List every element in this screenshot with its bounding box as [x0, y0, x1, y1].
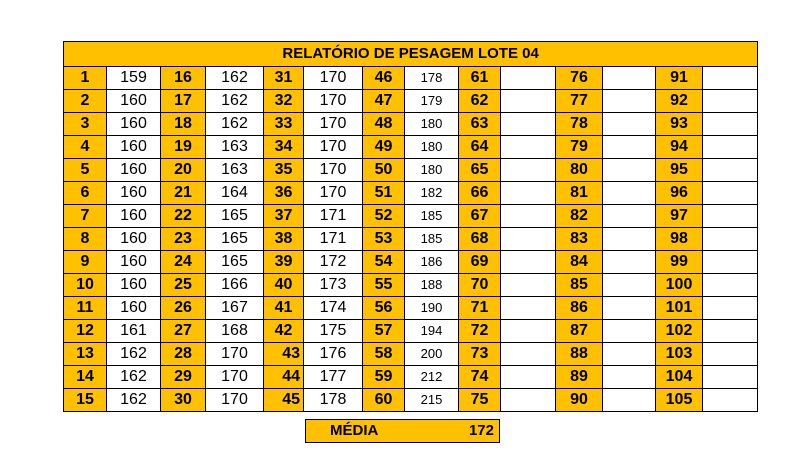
lot-number-cell: 16: [161, 67, 206, 90]
weight-cell: [603, 251, 656, 274]
weight-cell: [703, 366, 758, 389]
lot-number-cell: 92: [656, 90, 703, 113]
weight-cell: 212: [405, 366, 459, 389]
table-row: [64, 136, 758, 159]
lot-number-cell: 99: [656, 251, 703, 274]
weight-cell: 166: [206, 274, 264, 297]
weight-cell: 215: [405, 389, 459, 412]
lot-number-cell: 100: [656, 274, 703, 297]
weight-cell: 200: [405, 343, 459, 366]
weight-cell: [603, 343, 656, 366]
weight-cell: 165: [206, 251, 264, 274]
lot-number-cell: 13: [64, 343, 107, 366]
weight-cell: [603, 159, 656, 182]
lot-number-cell: 69: [459, 251, 501, 274]
lot-number-cell: 96: [656, 182, 703, 205]
lot-number-cell: 59: [363, 366, 405, 389]
lot-number-cell: 57: [363, 320, 405, 343]
weight-cell: 182: [405, 182, 459, 205]
lot-number-cell: 33: [264, 113, 304, 136]
weight-cell: 194: [405, 320, 459, 343]
weight-cell: 160: [107, 228, 161, 251]
weight-cell: 175: [304, 320, 363, 343]
lot-number-cell: 88: [556, 343, 603, 366]
weight-cell: 162: [107, 389, 161, 412]
weight-cell: 180: [405, 136, 459, 159]
weight-cell: 170: [206, 343, 264, 366]
weight-cell: [703, 136, 758, 159]
weight-cell: 180: [405, 113, 459, 136]
weight-cell: [603, 67, 656, 90]
weight-cell: 162: [107, 366, 161, 389]
weight-cell: 165: [206, 228, 264, 251]
weight-cell: [603, 136, 656, 159]
average-box: [305, 419, 500, 443]
report-title: RELATÓRIO DE PESAGEM LOTE 04: [64, 42, 758, 67]
lot-number-cell: 83: [556, 228, 603, 251]
weight-cell: 176: [304, 343, 363, 366]
lot-number-cell: 58: [363, 343, 405, 366]
lot-number-cell: 47: [363, 90, 405, 113]
weight-cell: [501, 320, 556, 343]
weight-cell: [501, 274, 556, 297]
lot-number-cell: 18: [161, 113, 206, 136]
weight-cell: [501, 90, 556, 113]
weight-cell: [703, 113, 758, 136]
lot-number-cell: 67: [459, 205, 501, 228]
table-row: [64, 297, 758, 320]
lot-number-cell: 36: [264, 182, 304, 205]
lot-number-cell: 86: [556, 297, 603, 320]
lot-number-cell: 84: [556, 251, 603, 274]
weight-cell: 160: [107, 136, 161, 159]
lot-number-cell: 21: [161, 182, 206, 205]
lot-number-cell: 74: [459, 366, 501, 389]
weight-cell: 170: [304, 67, 363, 90]
weight-cell: 161: [107, 320, 161, 343]
lot-number-cell: 79: [556, 136, 603, 159]
weight-cell: 165: [206, 205, 264, 228]
weight-cell: [603, 182, 656, 205]
table-row: [64, 251, 758, 274]
lot-number-cell: 85: [556, 274, 603, 297]
lot-number-cell: 15: [64, 389, 107, 412]
lot-number-cell: 42: [264, 320, 304, 343]
lot-number-cell: 9: [64, 251, 107, 274]
weight-cell: 160: [107, 205, 161, 228]
weight-cell: [603, 205, 656, 228]
lot-number-cell: 30: [161, 389, 206, 412]
weight-cell: 162: [206, 90, 264, 113]
lot-number-cell: 35: [264, 159, 304, 182]
weight-cell: 171: [304, 228, 363, 251]
lot-number-cell: 66: [459, 182, 501, 205]
lot-number-cell: 101: [656, 297, 703, 320]
lot-number-cell: 17: [161, 90, 206, 113]
weight-cell: [703, 205, 758, 228]
lot-number-cell: 44: [264, 366, 304, 389]
lot-number-cell: 55: [363, 274, 405, 297]
lot-number-cell: 104: [656, 366, 703, 389]
weight-cell: 171: [304, 205, 363, 228]
weight-cell: [603, 366, 656, 389]
weight-cell: 188: [405, 274, 459, 297]
weight-cell: [703, 274, 758, 297]
lot-number-cell: 81: [556, 182, 603, 205]
weight-cell: 160: [107, 113, 161, 136]
lot-number-cell: 2: [64, 90, 107, 113]
lot-number-cell: 76: [556, 67, 603, 90]
weight-cell: 163: [206, 159, 264, 182]
weight-cell: [603, 274, 656, 297]
lot-number-cell: 93: [656, 113, 703, 136]
weight-cell: 177: [304, 366, 363, 389]
weight-cell: 170: [304, 113, 363, 136]
weight-cell: 173: [304, 274, 363, 297]
lot-number-cell: 48: [363, 113, 405, 136]
lot-number-cell: 51: [363, 182, 405, 205]
lot-number-cell: 39: [264, 251, 304, 274]
weight-cell: 160: [107, 274, 161, 297]
weight-cell: [603, 113, 656, 136]
weight-cell: 160: [107, 182, 161, 205]
table-row: [64, 159, 758, 182]
weight-cell: 162: [107, 343, 161, 366]
weight-cell: [703, 343, 758, 366]
lot-number-cell: 23: [161, 228, 206, 251]
weight-cell: 159: [107, 67, 161, 90]
lot-number-cell: 77: [556, 90, 603, 113]
average-label: MÉDIA: [330, 422, 379, 439]
weight-cell: [603, 228, 656, 251]
lot-number-cell: 73: [459, 343, 501, 366]
weight-cell: 164: [206, 182, 264, 205]
lot-number-cell: 105: [656, 389, 703, 412]
table-row: [64, 228, 758, 251]
weight-cell: 162: [206, 113, 264, 136]
lot-number-cell: 3: [64, 113, 107, 136]
table-row: [64, 320, 758, 343]
lot-number-cell: 72: [459, 320, 501, 343]
weight-cell: 190: [405, 297, 459, 320]
lot-number-cell: 12: [64, 320, 107, 343]
weight-cell: [501, 67, 556, 90]
table-row: [64, 389, 758, 412]
lot-number-cell: 32: [264, 90, 304, 113]
lot-number-cell: 45: [264, 389, 304, 412]
weight-cell: 172: [304, 251, 363, 274]
lot-number-cell: 46: [363, 67, 405, 90]
lot-number-cell: 29: [161, 366, 206, 389]
lot-number-cell: 20: [161, 159, 206, 182]
lot-number-cell: 60: [363, 389, 405, 412]
weight-cell: 160: [107, 159, 161, 182]
weight-cell: 186: [405, 251, 459, 274]
weight-cell: [501, 159, 556, 182]
lot-number-cell: 40: [264, 274, 304, 297]
lot-number-cell: 90: [556, 389, 603, 412]
weight-cell: 170: [206, 366, 264, 389]
table-row: [64, 113, 758, 136]
lot-number-cell: 89: [556, 366, 603, 389]
lot-number-cell: 64: [459, 136, 501, 159]
weight-cell: 178: [304, 389, 363, 412]
weight-cell: 167: [206, 297, 264, 320]
lot-number-cell: 70: [459, 274, 501, 297]
weight-cell: [603, 320, 656, 343]
weight-cell: [703, 297, 758, 320]
lot-number-cell: 22: [161, 205, 206, 228]
weight-cell: [703, 389, 758, 412]
lot-number-cell: 53: [363, 228, 405, 251]
average-value: 172: [468, 422, 494, 439]
weight-cell: [501, 182, 556, 205]
weight-cell: [603, 90, 656, 113]
table-row: [64, 205, 758, 228]
lot-number-cell: 98: [656, 228, 703, 251]
weight-cell: [703, 67, 758, 90]
lot-number-cell: 68: [459, 228, 501, 251]
lot-number-cell: 6: [64, 182, 107, 205]
lot-number-cell: 1: [64, 67, 107, 90]
lot-number-cell: 27: [161, 320, 206, 343]
weight-cell: [501, 366, 556, 389]
weight-cell: [703, 159, 758, 182]
weight-cell: 179: [405, 90, 459, 113]
weight-cell: [501, 113, 556, 136]
table-row: [64, 366, 758, 389]
weight-cell: 170: [206, 389, 264, 412]
lot-number-cell: 52: [363, 205, 405, 228]
lot-number-cell: 56: [363, 297, 405, 320]
lot-number-cell: 34: [264, 136, 304, 159]
lot-number-cell: 50: [363, 159, 405, 182]
weight-cell: [703, 320, 758, 343]
lot-number-cell: 43: [264, 343, 304, 366]
lot-number-cell: 49: [363, 136, 405, 159]
weight-cell: [703, 182, 758, 205]
lot-number-cell: 11: [64, 297, 107, 320]
lot-number-cell: 28: [161, 343, 206, 366]
lot-number-cell: 8: [64, 228, 107, 251]
weight-cell: [501, 205, 556, 228]
lot-number-cell: 87: [556, 320, 603, 343]
weight-cell: 170: [304, 90, 363, 113]
weight-cell: 170: [304, 182, 363, 205]
lot-number-cell: 5: [64, 159, 107, 182]
lot-number-cell: 78: [556, 113, 603, 136]
table-row: [64, 67, 758, 90]
lot-number-cell: 31: [264, 67, 304, 90]
weighing-report-table: [63, 41, 758, 412]
weight-cell: 185: [405, 228, 459, 251]
weight-cell: [501, 343, 556, 366]
lot-number-cell: 61: [459, 67, 501, 90]
title-row: [64, 42, 758, 67]
lot-number-cell: 10: [64, 274, 107, 297]
lot-number-cell: 54: [363, 251, 405, 274]
lot-number-cell: 94: [656, 136, 703, 159]
lot-number-cell: 62: [459, 90, 501, 113]
lot-number-cell: 25: [161, 274, 206, 297]
weight-cell: 180: [405, 159, 459, 182]
weight-cell: [501, 297, 556, 320]
weight-cell: [501, 228, 556, 251]
weight-cell: [703, 251, 758, 274]
lot-number-cell: 63: [459, 113, 501, 136]
lot-number-cell: 24: [161, 251, 206, 274]
lot-number-cell: 19: [161, 136, 206, 159]
weight-cell: 162: [206, 67, 264, 90]
lot-number-cell: 103: [656, 343, 703, 366]
lot-number-cell: 65: [459, 159, 501, 182]
lot-number-cell: 14: [64, 366, 107, 389]
weight-cell: 160: [107, 251, 161, 274]
lot-number-cell: 41: [264, 297, 304, 320]
lot-number-cell: 26: [161, 297, 206, 320]
lot-number-cell: 80: [556, 159, 603, 182]
table-row: [64, 90, 758, 113]
lot-number-cell: 95: [656, 159, 703, 182]
weight-cell: 185: [405, 205, 459, 228]
table-row: [64, 343, 758, 366]
weight-cell: 170: [304, 159, 363, 182]
lot-number-cell: 82: [556, 205, 603, 228]
weight-cell: [603, 389, 656, 412]
lot-number-cell: 4: [64, 136, 107, 159]
lot-number-cell: 91: [656, 67, 703, 90]
weight-cell: 170: [304, 136, 363, 159]
lot-number-cell: 7: [64, 205, 107, 228]
lot-number-cell: 97: [656, 205, 703, 228]
weight-cell: [703, 90, 758, 113]
weight-cell: [703, 228, 758, 251]
lot-number-cell: 71: [459, 297, 501, 320]
weight-cell: 160: [107, 297, 161, 320]
lot-number-cell: 75: [459, 389, 501, 412]
weight-cell: 160: [107, 90, 161, 113]
weight-cell: 168: [206, 320, 264, 343]
weight-cell: [501, 389, 556, 412]
weight-cell: 178: [405, 67, 459, 90]
weight-cell: [501, 136, 556, 159]
table-row: [64, 182, 758, 205]
lot-number-cell: 37: [264, 205, 304, 228]
weight-cell: [603, 297, 656, 320]
weight-cell: [501, 251, 556, 274]
weight-cell: 174: [304, 297, 363, 320]
table-row: [64, 274, 758, 297]
weight-cell: 163: [206, 136, 264, 159]
lot-number-cell: 102: [656, 320, 703, 343]
lot-number-cell: 38: [264, 228, 304, 251]
